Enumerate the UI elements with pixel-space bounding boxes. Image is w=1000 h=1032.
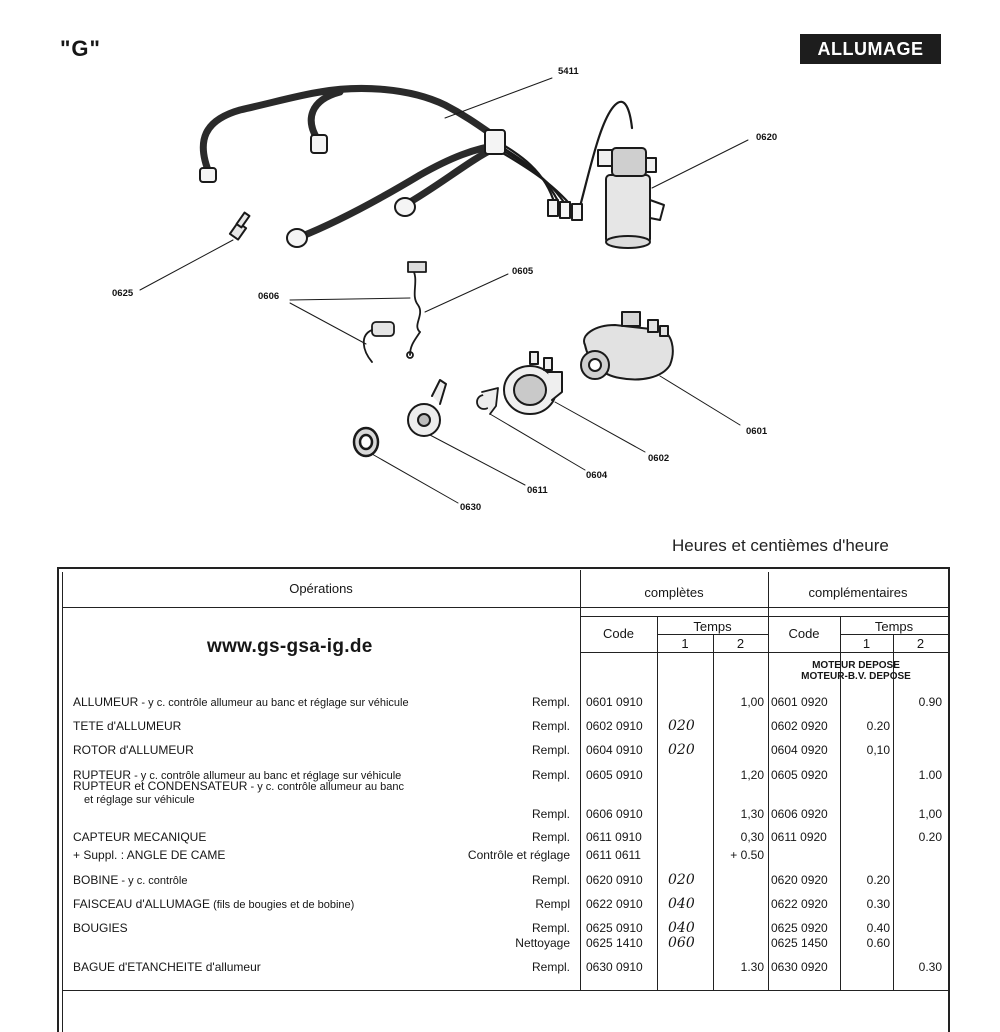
code-complementaires: 0604 0920 — [771, 743, 828, 757]
table-body-bottom — [62, 990, 948, 991]
code-complementaires: 0606 0920 — [771, 807, 828, 821]
pickup-sensor — [408, 380, 446, 436]
table-row — [0, 742, 1000, 758]
leader-lines — [140, 78, 748, 503]
code-completes: 0606 0910 — [586, 807, 643, 821]
handwritten-time: 020 — [668, 872, 695, 888]
handwritten-time: 060 — [668, 935, 695, 951]
time-complementaires-2: 0.30 — [918, 960, 942, 974]
rotor — [477, 388, 498, 414]
operation-name: ROTOR d'ALLUMEUR — [73, 743, 194, 757]
breaker-condenser — [364, 262, 426, 362]
operation-detail-line2: et réglage sur véhicule — [84, 794, 195, 806]
operation-name: BOUGIES — [73, 921, 128, 935]
operation-detail: (fils de bougies et de bobine) — [210, 899, 355, 911]
part-label-0611: 0611 — [527, 485, 548, 496]
operation-name: RUPTEUR - y c. contrôle allumeur au banc et réglage sur véhicule — [73, 768, 402, 782]
part-label-0630: 0630 — [460, 502, 482, 513]
operation-action: Rempl. — [531, 921, 570, 935]
part-label-0605: 0605 — [512, 266, 534, 277]
operation-action: Rempl. — [531, 719, 570, 733]
header-temps-1-col2: 2 — [736, 636, 745, 651]
time-complementaires-2: 1,00 — [918, 807, 942, 821]
header-completes: complètes — [644, 585, 704, 600]
table-row — [0, 847, 1000, 863]
code-complementaires: 0601 0920 — [771, 695, 828, 709]
operation-action: Rempl. — [531, 873, 570, 887]
distributor-cap — [504, 352, 562, 414]
header-temps-1: Temps — [693, 619, 732, 634]
operation-name: TETE d'ALLUMEUR — [73, 719, 182, 733]
operation-name: ALLUMEUR - y c. contrôle allumeur au banc et réglage sur véhicule — [73, 695, 409, 709]
code-complementaires: 0605 0920 — [771, 768, 828, 782]
time-complementaires-2: 1.00 — [918, 768, 942, 782]
handwritten-time: 020 — [668, 718, 695, 734]
table-row — [0, 935, 1000, 951]
table-row — [0, 694, 1000, 710]
operation-action: Rempl. — [531, 743, 570, 757]
code-completes: 0620 0910 — [586, 873, 643, 887]
code-complementaires: 0602 0920 — [771, 719, 828, 733]
header-temps-2-col2: 2 — [916, 636, 925, 651]
part-label-0604: 0604 — [586, 470, 608, 481]
operation-detail: - y c. contrôle allumeur au banc — [247, 781, 404, 793]
table-row — [0, 718, 1000, 734]
distributor-body — [581, 312, 673, 379]
header-operations: Opérations — [289, 581, 353, 596]
code-completes: 0605 0910 — [586, 768, 643, 782]
operation-detail: - y c. contrôle — [118, 875, 188, 887]
code-completes: 0625 1410 — [586, 936, 643, 950]
operation-action: Nettoyage — [515, 936, 570, 950]
operation-name: BAGUE d'ETANCHEITE d'allumeur — [73, 960, 261, 974]
operation-action: Rempl. — [531, 695, 570, 709]
subheader-divider — [580, 616, 948, 617]
operation-action: Rempl. — [531, 960, 570, 974]
operation-detail: - y c. contrôle allumeur au banc et réglage sur véhicule — [138, 697, 409, 709]
time-completes: 0,30 — [740, 830, 764, 844]
engine-removed-note — [772, 660, 940, 682]
code-complementaires: 0611 0920 — [771, 830, 827, 844]
table-row — [0, 959, 1000, 975]
operation-name: RUPTEUR et CONDENSATEUR - y c. contrôle allumeur au banc — [73, 779, 404, 793]
time-complementaires-1: 0,10 — [866, 743, 890, 757]
part-label-0601: 0601 — [746, 426, 768, 437]
code-completes: 0604 0910 — [586, 743, 643, 757]
table-row — [0, 829, 1000, 845]
ignition-coil — [598, 148, 664, 248]
operation-detail: - y c. contrôle allumeur au banc et réglage sur véhicule — [131, 770, 402, 782]
code-complementaires: 0622 0920 — [771, 897, 828, 911]
time-complementaires-1: 0.20 — [866, 719, 890, 733]
operation-action: Rempl. — [531, 807, 570, 821]
part-label-0625: 0625 — [112, 288, 134, 299]
time-completes: 1,00 — [740, 695, 764, 709]
code-complementaires: 0630 0920 — [771, 960, 828, 974]
header-divider — [62, 607, 948, 608]
part-label-0606: 0606 — [258, 291, 280, 302]
operation-action: Rempl. — [531, 768, 570, 782]
code-completes: 0630 0910 — [586, 960, 643, 974]
time-complementaires-1: 0.40 — [866, 921, 890, 935]
header-code-2: Code — [788, 626, 820, 641]
header-temps-2-col1: 1 — [862, 636, 871, 651]
code-completes: 0602 0910 — [586, 719, 643, 733]
code-complementaires: 0620 0920 — [771, 873, 828, 887]
table-row — [0, 872, 1000, 888]
time-completes: 1,20 — [740, 768, 764, 782]
time-complementaires-1: 0.20 — [866, 873, 890, 887]
operation-name: BOBINE - y c. contrôle — [73, 873, 188, 887]
code-completes: 0611 0611 — [586, 848, 641, 862]
page-letter: "G" — [60, 36, 101, 61]
time-complementaires-2: 0.90 — [918, 695, 942, 709]
time-caption: Heures et centièmes d'heure — [672, 536, 889, 555]
code-completes: 0611 0910 — [586, 830, 642, 844]
part-label-0602: 0602 — [648, 453, 670, 464]
operation-name: CAPTEUR MECANIQUE — [73, 830, 207, 844]
handwritten-time: 040 — [668, 920, 695, 936]
header-temps-1-col1: 1 — [681, 636, 689, 651]
code-completes: 0622 0910 — [586, 897, 643, 911]
website-watermark: www.gs-gsa-ig.de — [207, 636, 373, 657]
operation-action: Rempl — [535, 897, 570, 911]
section-badge: ALLUMAGE — [800, 34, 941, 64]
temps-divider-left — [657, 634, 768, 635]
operation-name: FAISCEAU d'ALLUMAGE (fils de bougies et de bobine) — [73, 897, 355, 911]
table-row — [0, 779, 1000, 822]
handwritten-time: 040 — [668, 896, 695, 912]
note-line-1: MOTEUR DEPOSE — [812, 660, 900, 671]
colhead-bottom-divider — [580, 652, 948, 653]
note-line-2: MOTEUR-B.V. DEPOSE — [801, 671, 911, 682]
code-complementaires: 0625 0920 — [771, 921, 828, 935]
time-complementaires-2: 0.20 — [918, 830, 942, 844]
time-complementaires-1: 0.60 — [866, 936, 890, 950]
operation-action: Contrôle et réglage — [467, 848, 570, 862]
table-row — [0, 896, 1000, 912]
table-top-border — [57, 567, 950, 569]
part-label-5411: 5411 — [558, 66, 579, 77]
time-complementaires-1: 0.30 — [866, 897, 890, 911]
header-complementaires: complémentaires — [808, 585, 908, 600]
header-temps-2: Temps — [874, 619, 914, 634]
spark-plug — [230, 213, 250, 240]
table-row — [0, 920, 1000, 936]
time-completes: + 0.50 — [730, 848, 764, 862]
operation-action: Rempl. — [531, 830, 570, 844]
handwritten-time: 020 — [668, 742, 695, 758]
header-code-1: Code — [602, 626, 635, 641]
code-completes: 0601 0910 — [586, 695, 643, 709]
operation-name: + Suppl. : ANGLE DE CAME — [73, 848, 226, 862]
temps-divider-right — [840, 634, 948, 635]
code-complementaires: 0625 1450 — [771, 936, 828, 950]
time-completes: 1,30 — [740, 807, 764, 821]
code-completes: 0625 0910 — [586, 921, 643, 935]
part-label-0620: 0620 — [756, 132, 778, 143]
seal-ring — [354, 428, 378, 456]
time-completes: 1.30 — [740, 960, 764, 974]
